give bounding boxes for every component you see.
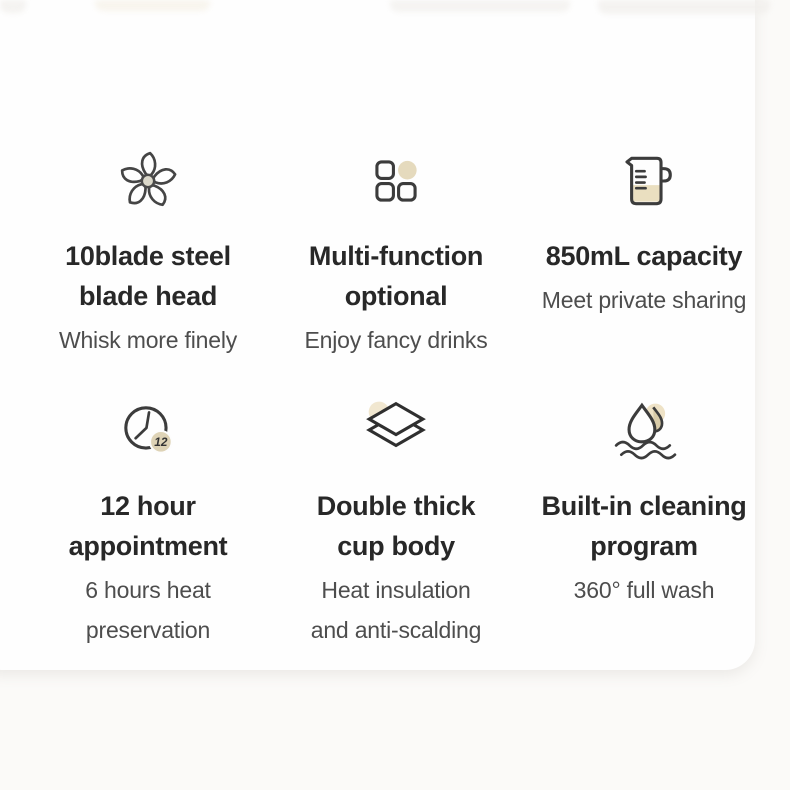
cropped-remnant-blob [390,0,570,12]
feature-title-line: cup body [337,531,455,561]
feature-title [542,486,747,566]
clock-icon [115,398,181,464]
feature-title-line: blade head [78,281,218,311]
clock-badge-number: 12 [154,434,168,449]
feature-subtitle [311,570,482,650]
feature-title-line: Built-in cleaning [541,491,747,521]
feature-title-line: 10blade steel [65,241,231,271]
feature-subtitle [59,320,237,360]
feature-subtitle-line: and anti-scalding [310,617,482,643]
feature-multi-function [272,148,520,398]
feature-title-line: optional [344,281,448,311]
feature-title-line: program [590,531,698,561]
feature-subtitle-line: Meet private sharing [541,287,747,313]
feature-appointment [24,398,272,650]
feature-subtitle-line: Heat insulation [321,577,471,603]
feature-subtitle [574,570,715,610]
feature-subtitle [304,320,487,360]
feature-cup-body [272,398,520,650]
feature-capacity [520,148,768,398]
feature-title-line: 12 hour [100,491,196,521]
feature-subtitle-line: 360° full wash [573,577,715,603]
feature-title [309,236,483,316]
feature-subtitle-line: 6 hours heat preservation [85,577,211,643]
stacked-layers-icon [363,398,429,464]
feature-title [65,236,231,316]
feature-subtitle [24,570,272,650]
feature-title-line: Multi-function [308,241,484,271]
feature-title-line: 850mL capacity [545,241,743,271]
cropped-remnant-blob [598,0,770,14]
feature-blade-head [24,148,272,398]
feature-title [69,486,228,566]
cropped-remnant-blob [95,0,210,11]
cropped-remnant-blob [0,0,26,13]
measuring-cup-icon [611,148,677,214]
water-drop-waves-icon [611,398,677,464]
cropped-content-remnant [0,0,790,20]
feature-title-line: appointment [68,531,228,561]
feature-title [546,236,742,276]
pinwheel-blade-icon [115,148,181,214]
grid-squares-icon [363,148,429,214]
feature-subtitle [542,280,746,320]
feature-grid [24,148,768,650]
feature-subtitle-line: Whisk more finely [58,327,238,353]
feature-cleaning [520,398,768,650]
feature-title [317,486,475,566]
feature-subtitle-line: Enjoy fancy drinks [304,327,488,353]
feature-title-line: Double thick [316,491,476,521]
